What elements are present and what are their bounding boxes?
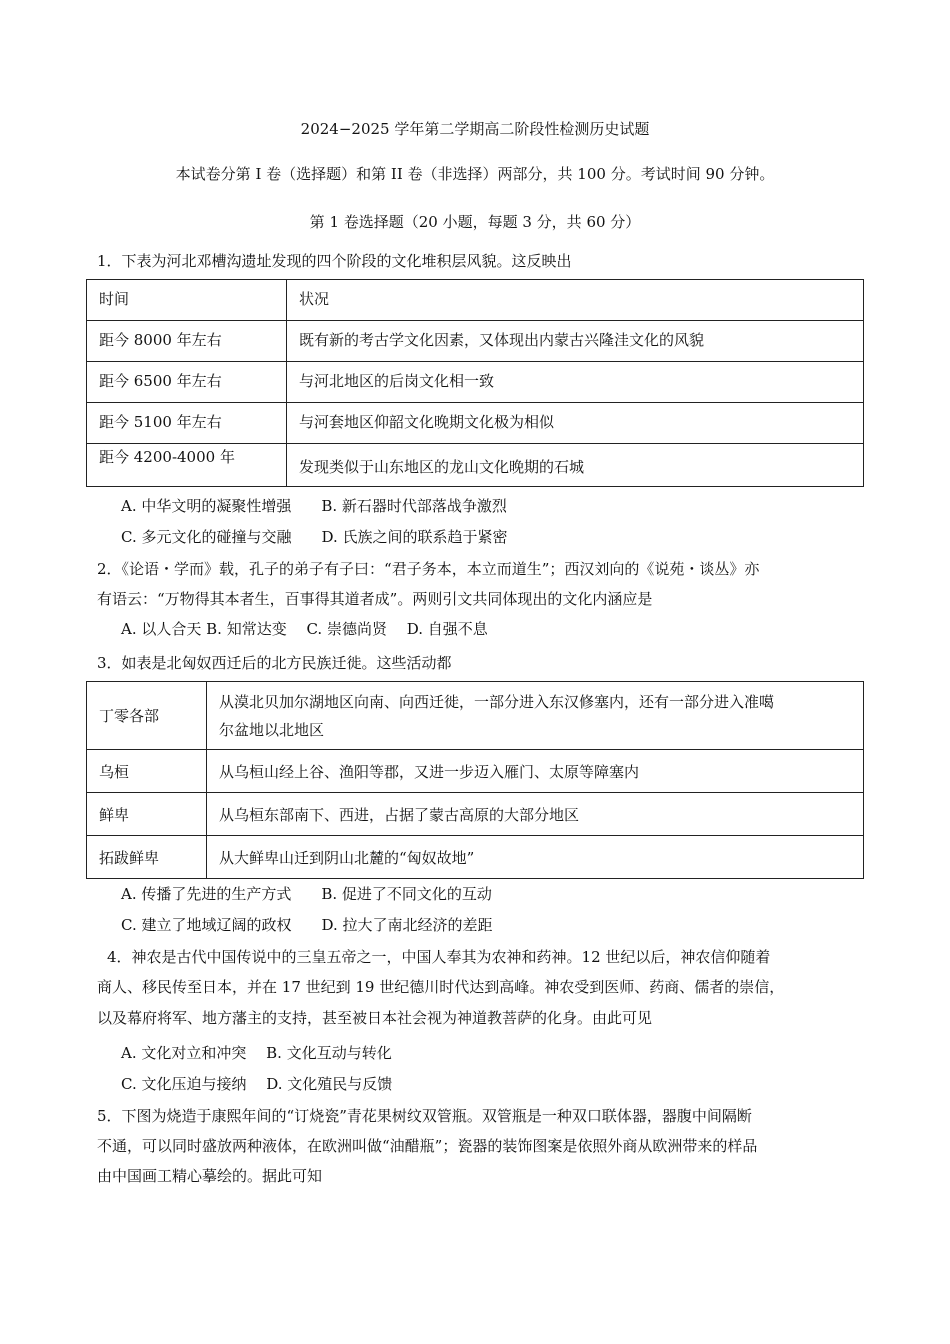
question-4-line-1: 4．神农是古代中国传说中的三皇五帝之一，中国人奉其为农神和药神。12 世纪以后，神农信仰随着 xyxy=(107,948,771,966)
table-cell: 距今 5100 年左右 xyxy=(87,403,287,444)
table-cell: 距今 6500 年左右 xyxy=(87,362,287,403)
question-5-line-2: 不通，可以同时盛放两种液体，在欧洲叫做“油醋瓶”；瓷器的装饰图案是依照外商从欧洲带来的样品 xyxy=(97,1137,758,1155)
question-2-options: A. 以人合天 B. 知常达变 C. 崇德尚贤 D. 自强不息 xyxy=(121,620,488,638)
question-1-options-cd: C. 多元文化的碰撞与交融 D. 氏族之间的联系趋于紧密 xyxy=(121,528,508,546)
table-cell: 从乌桓东部南下、西进，占据了蒙古高原的大部分地区 xyxy=(207,793,864,836)
table-cell: 既有新的考古学文化因素，又体现出内蒙古兴隆洼文化的风貌 xyxy=(287,321,864,362)
table-row xyxy=(87,682,864,750)
question-2-line-2: 有语云：“万物得其本者生，百事得其道者成”。两则引文共同体现出的文化内涵应是 xyxy=(97,590,653,608)
table-cell: 拓跋鲜卑 xyxy=(87,836,207,879)
table-row xyxy=(87,793,864,836)
table-cell-line: 从漠北贝加尔湖地区向南、向西迁徙，一部分进入东汉修塞内，还有一部分进入准噶 xyxy=(219,692,775,711)
table-row xyxy=(87,750,864,793)
question-2-line-1: 2．《论语・学而》载，孔子的弟子有子曰：“君子务本，本立而道生”；西汉刘向的《说苑・谈丛》亦 xyxy=(97,560,760,578)
table-cell: 从大鲜卑山迁到阴山北麓的“匈奴故地” xyxy=(207,836,864,879)
table-row xyxy=(87,362,864,403)
table-cell: 距今 4200-4000 年 xyxy=(87,444,287,487)
table-cell: 发现类似于山东地区的龙山文化晚期的石城 xyxy=(287,444,864,487)
table-cell: 距今 8000 年左右 xyxy=(87,321,287,362)
table-cell-line: 尔盆地以北地区 xyxy=(219,720,325,739)
exam-intro: 本试卷分第 I 卷（选择题）和第 II 卷（非选择）两部分，共 100 分。考试时间 90 分钟。 xyxy=(175,165,775,183)
question-4-options-cd: C. 文化压迫与接纳 D. 文化殖民与反馈 xyxy=(121,1075,393,1093)
question-5-line-1: 5．下图为烧造于康熙年间的“订烧瓷”青花果树纹双管瓶。双管瓶是一种双口联体器，器腹中间隔断 xyxy=(97,1107,752,1125)
exam-title: 2024−2025 学年第二学期高二阶段性检测历史试题 xyxy=(300,120,650,138)
question-1-table xyxy=(86,279,864,487)
table-row xyxy=(87,444,864,487)
table-cell: 丁零各部 xyxy=(87,682,207,750)
question-4-options-ab: A. 文化对立和冲突 B. 文化互动与转化 xyxy=(121,1044,392,1062)
table-cell xyxy=(207,682,864,750)
question-5-line-3: 由中国画工精心摹绘的。据此可知 xyxy=(97,1167,323,1185)
question-1-options-ab: A. 中华文明的凝聚性增强 B. 新石器时代部落战争激烈 xyxy=(121,497,507,515)
question-1-stem: 1．下表为河北邓槽沟遗址发现的四个阶段的文化堆积层风貌。这反映出 xyxy=(97,252,572,270)
question-3-options-ab: A. 传播了先进的生产方式 B. 促进了不同文化的互动 xyxy=(121,885,492,903)
table-header-cell: 时间 xyxy=(87,280,287,321)
question-4-line-2: 商人、移民传至日本，并在 17 世纪到 19 世纪德川时代达到高峰。神农受到医师、药商、儒者的崇信， xyxy=(97,978,785,996)
question-4-line-3: 以及幕府将军、地方藩主的支持，甚至被日本社会视为神道教菩萨的化身。由此可见 xyxy=(97,1009,653,1027)
table-cell: 与河套地区仰韶文化晚期文化极为相似 xyxy=(287,403,864,444)
question-3-options-cd: C. 建立了地域辽阔的政权 D. 拉大了南北经济的差距 xyxy=(121,916,493,934)
table-cell: 乌桓 xyxy=(87,750,207,793)
table-header-cell: 状况 xyxy=(287,280,864,321)
table-cell: 鲜卑 xyxy=(87,793,207,836)
table-cell: 与河北地区的后岗文化相一致 xyxy=(287,362,864,403)
table-row xyxy=(87,836,864,879)
table-cell: 从乌桓山经上谷、渔阳等郡，又进一步迈入雁门、太原等障塞内 xyxy=(207,750,864,793)
question-3-stem: 3．如表是北匈奴西迁后的北方民族迁徙。这些活动都 xyxy=(97,654,452,672)
question-3-table xyxy=(86,681,864,879)
table-header-row xyxy=(87,280,864,321)
table-row xyxy=(87,321,864,362)
section-heading: 第 1 卷选择题（20 小题，每题 3 分，共 60 分） xyxy=(309,213,641,231)
table-row xyxy=(87,403,864,444)
